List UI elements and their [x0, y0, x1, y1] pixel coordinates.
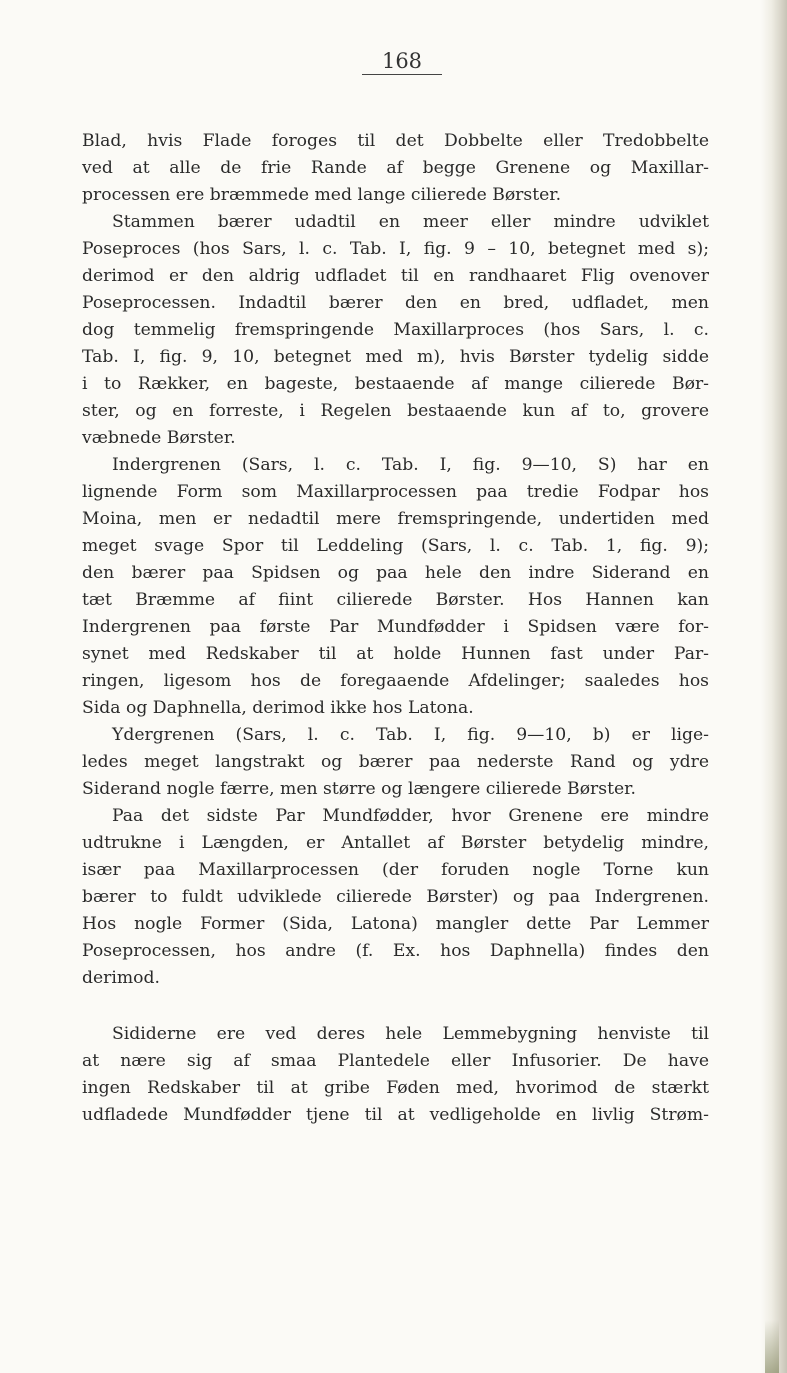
- text-line: Blad, hvis Flade foroges til det Dobbelte eller Tredobbelte: [82, 131, 709, 151]
- text-line: Indergrenen paa første Par Mundfødder i Spidsen være for-: [82, 617, 709, 637]
- text-line: Sida og Daphnella, derimod ikke hos Latona.: [82, 698, 474, 718]
- page-number: 168: [362, 48, 442, 75]
- text-line: Poseprocessen, hos andre (f. Ex. hos Daphnella) findes den: [82, 941, 709, 961]
- text-line: synet med Redskaber til at holde Hunnen fast under Par-: [82, 644, 709, 664]
- text-line: derimod.: [82, 968, 160, 988]
- text-line: væbnede Børster.: [82, 428, 236, 448]
- text-line: Hos nogle Former (Sida, Latona) mangler dette Par Lemmer: [82, 914, 709, 934]
- text-line: ringen, ligesom hos de foregaaende Afdelinger; saaledes hos: [82, 671, 709, 691]
- page-corner-stain: [765, 1320, 779, 1373]
- text-line: at nære sig af smaa Plantedele eller Infusorier. De have: [82, 1051, 709, 1071]
- text-line: udtrukne i Længden, er Antallet af Børster betydelig mindre,: [82, 833, 709, 853]
- text-line: Ydergrenen (Sars, l. c. Tab. I, fig. 9—10, b) er lige-: [112, 725, 709, 745]
- text-line: ingen Redskaber til at gribe Føden med, hvorimod de stærkt: [82, 1078, 709, 1098]
- text-line: Indergrenen (Sars, l. c. Tab. I, fig. 9—10, S) har en: [112, 455, 709, 475]
- text-line: i to Rækker, en bageste, bestaaende af mange cilierede Bør-: [82, 374, 709, 394]
- second-text-block: [82, 1021, 709, 1129]
- text-line: Tab. I, fig. 9, 10, betegnet med m), hvis Børster tydelig sidde: [82, 347, 709, 367]
- text-line: processen ere bræmmede med lange cilierede Børster.: [82, 185, 562, 205]
- text-line: Poseproces (hos Sars, l. c. Tab. I, fig. 9 – 10, betegnet med s);: [82, 239, 709, 259]
- text-line: derimod er den aldrig udfladet til en randhaaret Flig ovenover: [82, 266, 709, 286]
- text-line: Stammen bærer udadtil en meer eller mindre udviklet: [112, 212, 709, 232]
- text-line: ledes meget langstrakt og bærer paa nederste Rand og ydre: [82, 752, 709, 772]
- text-line: Moina, men er nedadtil mere fremspringende, undertiden med: [82, 509, 709, 529]
- text-line: Paa det sidste Par Mundfødder, hvor Grenene ere mindre: [112, 806, 709, 826]
- text-line: Sididerne ere ved deres hele Lemmebygning henviste til: [112, 1024, 709, 1044]
- text-line: udfladede Mundfødder tjene til at vedligeholde en livlig Strøm-: [82, 1105, 709, 1125]
- text-line: bærer to fuldt udviklede cilierede Børster) og paa Indergrenen.: [82, 887, 709, 907]
- text-line: meget svage Spor til Leddeling (Sars, l. c. Tab. 1, fig. 9);: [82, 536, 709, 556]
- text-line: Siderand nogle færre, men større og længere cilierede Børster.: [82, 779, 636, 799]
- text-line: lignende Form som Maxillarprocessen paa tredie Fodpar hos: [82, 482, 709, 502]
- text-line: Poseprocessen. Indadtil bærer den en bred, udfladet, men: [82, 293, 709, 313]
- text-line: tæt Bræmme af fiint cilierede Børster. Hos Hannen kan: [82, 590, 709, 610]
- text-line: ster, og en forreste, i Regelen bestaaende kun af to, grovere: [82, 401, 709, 421]
- text-line: ved at alle de frie Rande af begge Grenene og Maxillar-: [82, 158, 709, 178]
- page-edge-shadow: [761, 0, 787, 1373]
- text-line: den bærer paa Spidsen og paa hele den indre Siderand en: [82, 563, 709, 583]
- text-line: især paa Maxillarprocessen (der foruden nogle Torne kun: [82, 860, 709, 880]
- main-text-block: [82, 128, 709, 992]
- text-line: dog temmelig fremspringende Maxillarproces (hos Sars, l. c.: [82, 320, 709, 340]
